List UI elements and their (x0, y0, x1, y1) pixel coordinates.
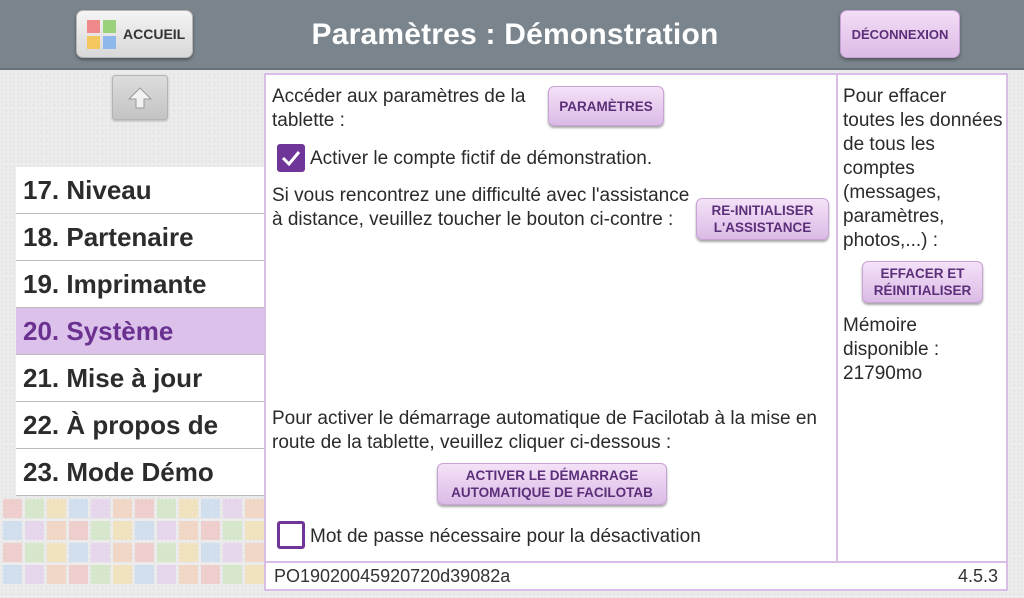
main-settings-panel (264, 73, 838, 563)
decorative-tile (25, 521, 44, 540)
remote-help-text: Si vous rencontrez une difficulté avec l'assistance à distance, veuillez toucher le bouton ci-contre : (272, 185, 690, 230)
decorative-tile (201, 499, 220, 518)
decorative-tile (3, 543, 22, 562)
decorative-tile (179, 543, 198, 562)
decorative-tile (223, 499, 242, 518)
decorative-tile (69, 565, 88, 584)
sidebar-item-mode-demo[interactable]: 23. Mode Démo (16, 449, 264, 496)
erase-reset-button[interactable]: EFFACER ET RÉINITIALISER (862, 261, 983, 303)
decorative-tile (25, 499, 44, 518)
decorative-tile (135, 499, 154, 518)
header-bar (0, 0, 1024, 70)
decorative-tile (113, 521, 132, 540)
sidebar-item-imprimante[interactable]: 19. Imprimante (16, 261, 264, 308)
decorative-tile (3, 565, 22, 584)
sidebar-item-a-propos[interactable]: 22. À propos de (16, 402, 264, 449)
decorative-tile (135, 521, 154, 540)
erase-data-text: Pour effacer toutes les données de tous les comptes (messages, paramètres, photos,...) : (843, 86, 1003, 251)
decorative-tile (223, 565, 242, 584)
page-title: Paramètres : Démonstration (311, 18, 719, 51)
decorative-tile (113, 565, 132, 584)
decorative-tile (47, 499, 66, 518)
decorative-tile (245, 521, 264, 540)
decorative-tile (113, 543, 132, 562)
decorative-tile (179, 499, 198, 518)
decorative-tile (201, 565, 220, 584)
decorative-tile (91, 521, 110, 540)
decorative-tile (25, 543, 44, 562)
demo-account-checkbox[interactable] (277, 144, 305, 172)
decorative-tile (47, 543, 66, 562)
home-button-label: ACCUEIL (123, 26, 186, 42)
decorative-tile (25, 565, 44, 584)
demo-account-label: Activer le compte fictif de démonstration. (310, 148, 653, 169)
decorative-tile (157, 521, 176, 540)
device-id: PO19020045920720d39082a (274, 565, 511, 586)
decorative-tile (47, 565, 66, 584)
decorative-tile (69, 543, 88, 562)
tablet-settings-button[interactable]: PARAMÈTRES (548, 86, 664, 126)
facilotab-logo-icon (87, 20, 116, 49)
sidebar-item-niveau[interactable]: 17. Niveau (16, 167, 264, 214)
sidebar-item-mise-a-jour[interactable]: 21. Mise à jour (16, 355, 264, 402)
decorative-tile (3, 521, 22, 540)
decorative-tile (201, 521, 220, 540)
reset-assistance-button[interactable]: RE-INITIALISER L'ASSISTANCE (696, 198, 829, 240)
decorative-tile (47, 521, 66, 540)
decorative-tiles (0, 496, 264, 598)
decorative-tile (157, 565, 176, 584)
decorative-tile (245, 499, 264, 518)
decorative-tile (113, 499, 132, 518)
app-version: 4.5.3 (957, 565, 998, 586)
decorative-tile (91, 543, 110, 562)
sidebar-item-systeme[interactable]: 20. Système (16, 308, 264, 355)
decorative-tile (91, 499, 110, 518)
decorative-tile (245, 565, 264, 584)
decorative-tile (179, 521, 198, 540)
decorative-tile (91, 565, 110, 584)
autostart-button[interactable]: ACTIVER LE DÉMARRAGE AUTOMATIQUE DE FACILOTAB (437, 463, 667, 505)
scroll-up-button[interactable] (112, 75, 168, 120)
sidebar-item-partenaire[interactable]: 18. Partenaire (16, 214, 264, 261)
checkmark-icon (281, 150, 301, 166)
decorative-tile (245, 543, 264, 562)
decorative-tile (201, 543, 220, 562)
arrow-up-icon (127, 86, 153, 110)
home-button[interactable] (76, 10, 193, 58)
decorative-tile (223, 543, 242, 562)
decorative-tile (135, 565, 154, 584)
decorative-tile (135, 543, 154, 562)
decorative-tile (69, 499, 88, 518)
decorative-tile (3, 499, 22, 518)
password-checkbox[interactable] (277, 521, 305, 549)
decorative-tile (179, 565, 198, 584)
tablet-settings-text: Accéder aux paramètres de la tablette : (272, 86, 526, 131)
decorative-tile (157, 499, 176, 518)
password-label: Mot de passe nécessaire pour la désactivation (310, 526, 701, 547)
decorative-tile (223, 521, 242, 540)
side-panel (838, 73, 1008, 563)
sidebar-menu (16, 167, 264, 496)
decorative-tile (157, 543, 176, 562)
autostart-text: Pour activer le démarrage automatique de Facilotab à la mise en route de la tablette, veuillez cliquer ci-dessous : (272, 408, 817, 453)
logout-button[interactable]: DÉCONNEXION (840, 10, 960, 58)
decorative-tile (69, 521, 88, 540)
footer-bar (264, 561, 1008, 591)
memory-text: Mémoire disponible : 21790mo (843, 315, 940, 384)
